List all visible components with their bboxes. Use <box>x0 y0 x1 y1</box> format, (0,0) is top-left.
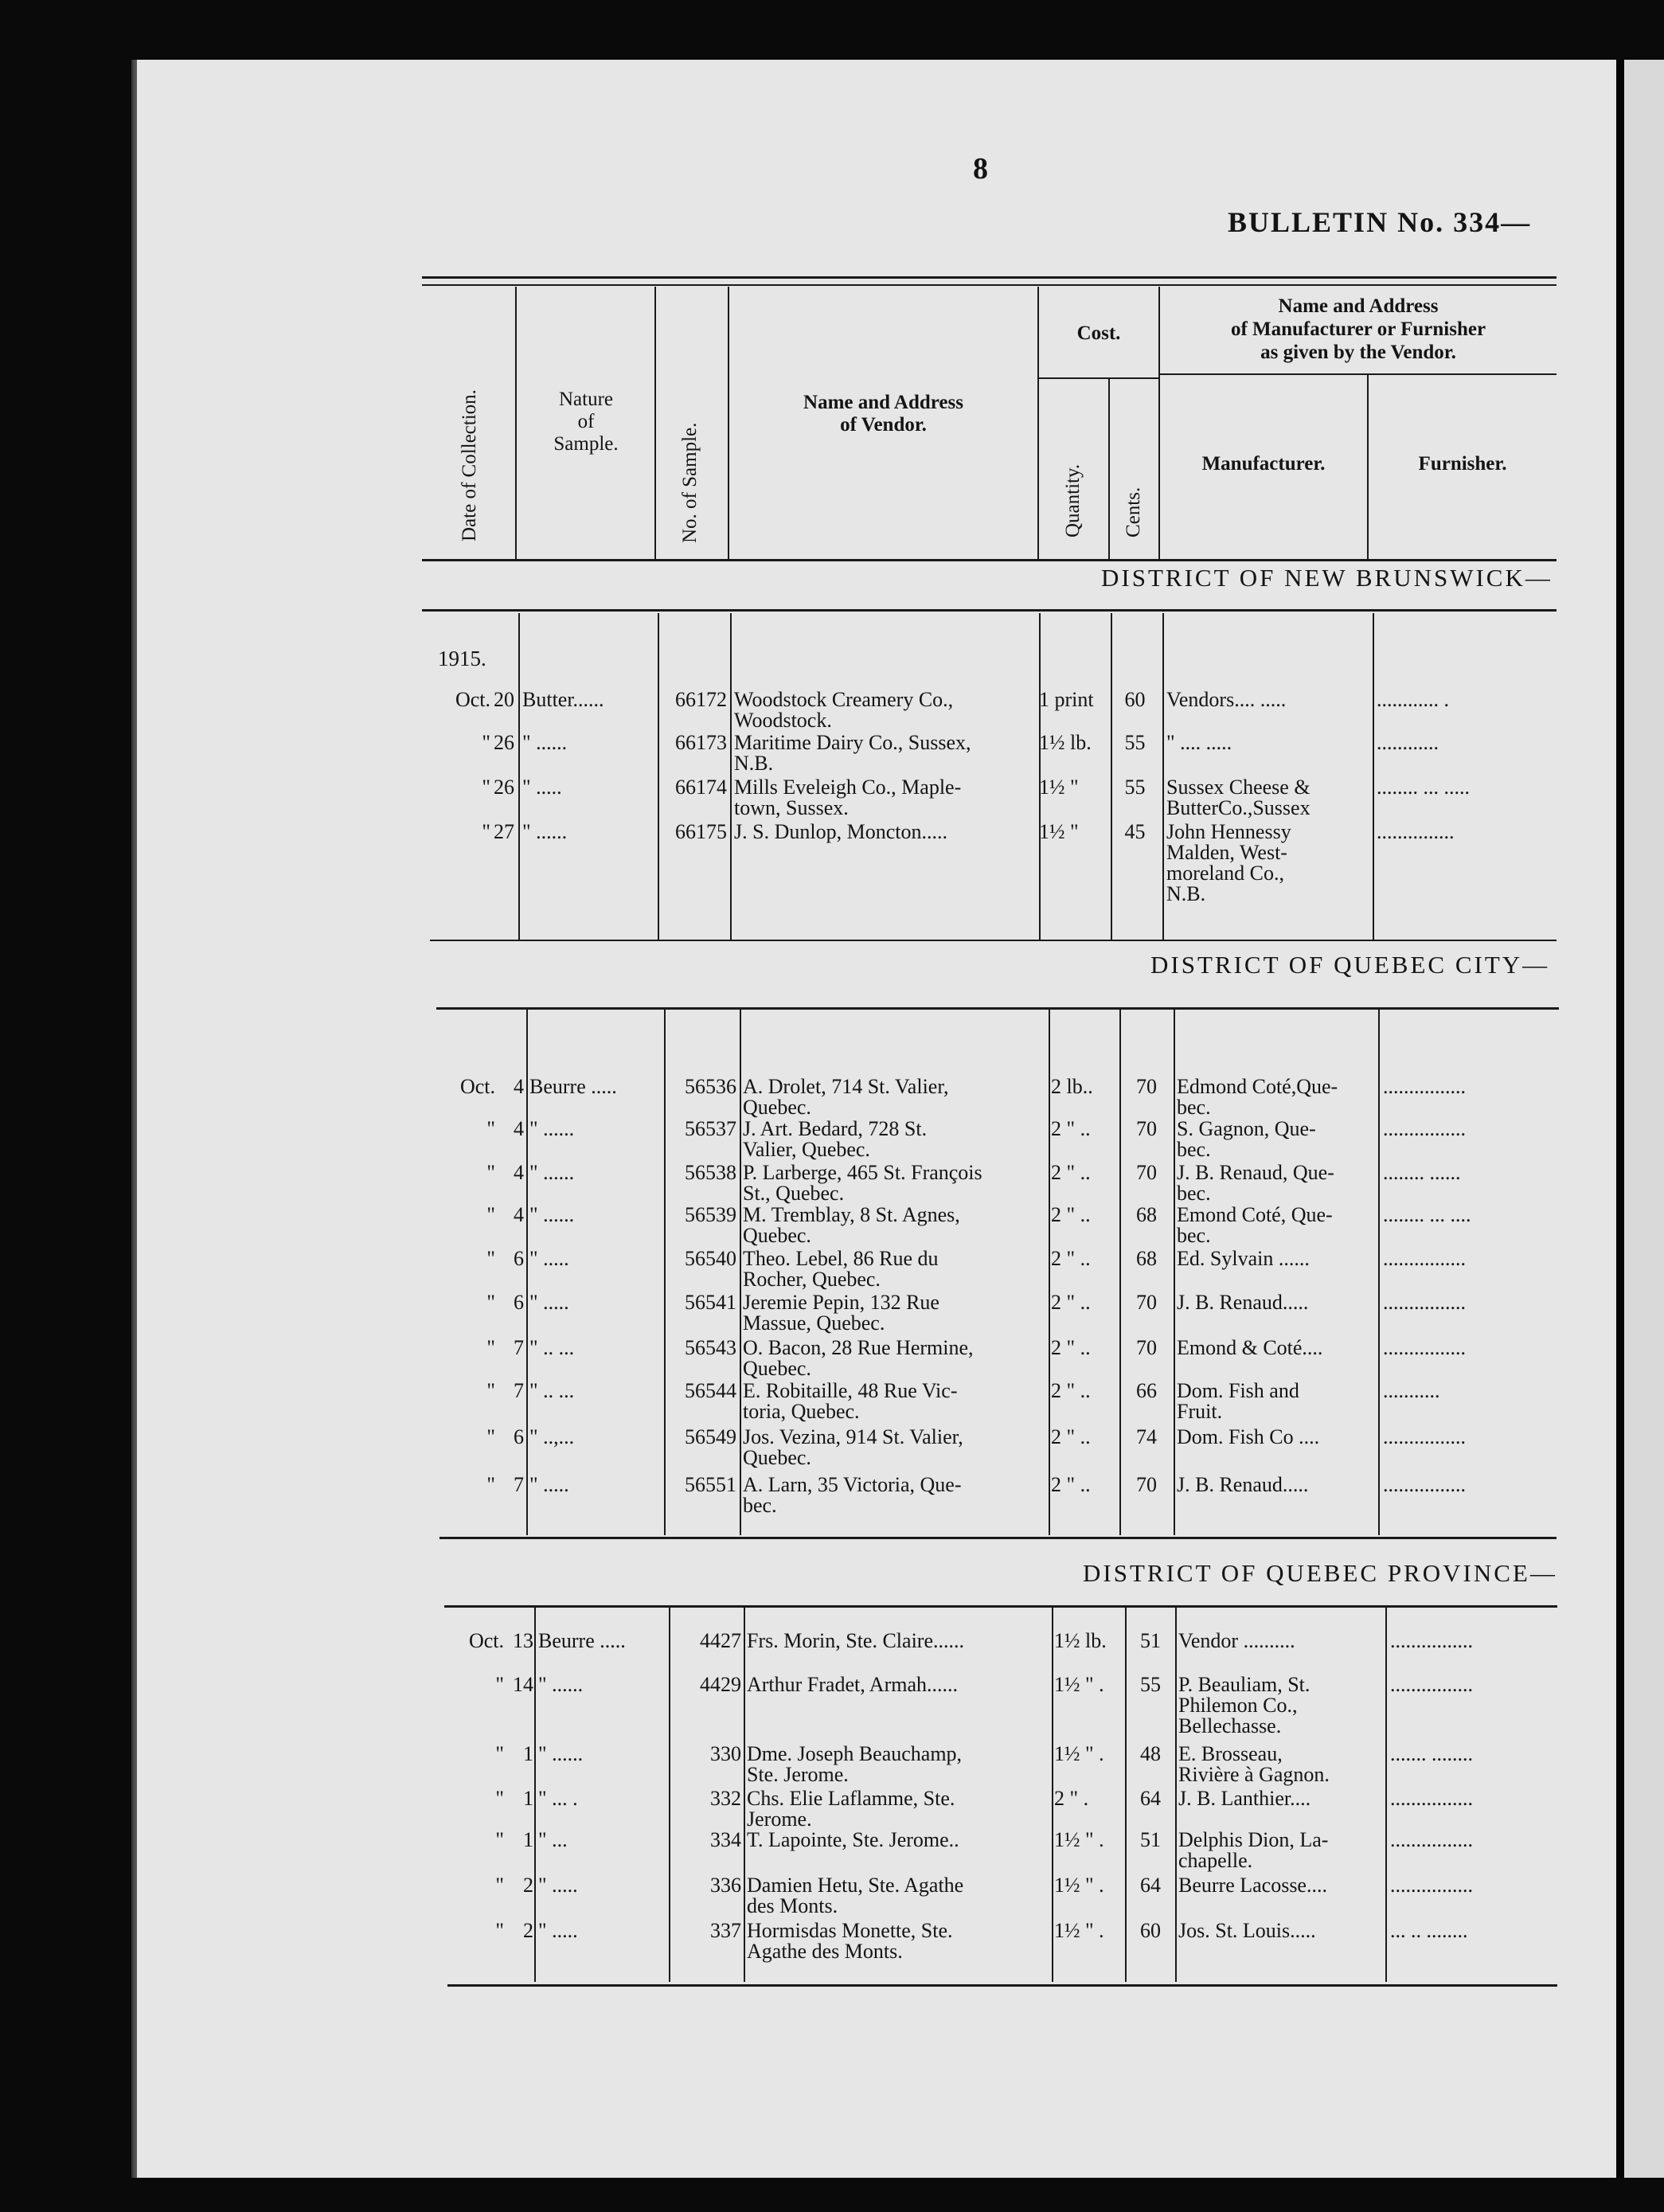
cell-month: " <box>495 1673 504 1696</box>
cell-month: " <box>486 1247 495 1270</box>
cell-day: 13 <box>513 1629 533 1652</box>
cell-nature: " ...... <box>529 1117 575 1140</box>
cell-month: " <box>486 1473 495 1496</box>
district-title: DISTRICT OF QUEBEC PROVINCE— <box>1083 1559 1557 1587</box>
cell-furnisher: ................ <box>1383 1473 1466 1496</box>
cell-nature: " ..... <box>522 776 562 799</box>
cell-month: " <box>482 820 490 843</box>
year-label: 1915. <box>438 647 486 670</box>
cell-manufacturer: J. B. Renaud, Que- bec. <box>1177 1161 1334 1205</box>
col-divider <box>730 613 732 940</box>
cell-cents: 70 <box>1136 1075 1157 1098</box>
col-divider <box>1373 613 1374 940</box>
cell-month: " <box>495 1742 504 1765</box>
cell-day: 4 <box>514 1203 524 1226</box>
col-divider <box>744 1608 745 1982</box>
cell-qty: 2 " . <box>1054 1787 1089 1810</box>
cell-month: " <box>482 776 490 799</box>
district-rule <box>436 1007 1559 1010</box>
cell-furnisher: ................ <box>1383 1336 1466 1359</box>
cell-qty: 2 lb.. <box>1051 1075 1093 1098</box>
cell-nature: " ...... <box>529 1161 575 1184</box>
cell-furnisher: ........ ... .... <box>1383 1203 1471 1226</box>
running-head: BULLETIN No. 334— <box>1228 206 1532 238</box>
cell-qty: 1½ " . <box>1054 1828 1104 1851</box>
cell-cents: 51 <box>1140 1629 1161 1652</box>
cell-vendor: Dme. Joseph Beauchamp, Ste. Jerome. <box>747 1742 963 1786</box>
col-divider <box>1049 1010 1050 1535</box>
cell-vendor: Hormisdas Monette, Ste. Agathe des Monts. <box>747 1919 953 1963</box>
cell-day: 1 <box>523 1787 533 1810</box>
cell-sample: 66172 <box>675 688 727 711</box>
cell-cents: 70 <box>1136 1161 1157 1184</box>
cell-manufacturer: Delphis Dion, La- chapelle. <box>1178 1828 1329 1872</box>
cell-sample: 56540 <box>685 1247 736 1270</box>
cell-nature: " ...... <box>538 1742 584 1765</box>
cell-sample: 56539 <box>685 1203 736 1226</box>
cell-vendor: Theo. Lebel, 86 Rue du Rocher, Quebec. <box>743 1247 939 1291</box>
section-end-rule <box>439 1537 1557 1539</box>
cell-nature: " ... . <box>538 1787 578 1810</box>
cell-month: " <box>482 731 490 754</box>
cell-furnisher: ................ <box>1390 1874 1473 1897</box>
cell-qty: 1½ " . <box>1054 1919 1104 1942</box>
cell-nature: Beurre ..... <box>538 1629 626 1652</box>
cell-nature: " ..... <box>538 1919 578 1942</box>
cell-sample: 66175 <box>675 820 727 843</box>
cell-manufacturer: S. Gagnon, Que- bec. <box>1177 1117 1316 1161</box>
cell-cents: 60 <box>1140 1919 1161 1942</box>
col-divider <box>740 1010 741 1535</box>
cell-manufacturer: Emond Coté, Que- bec. <box>1177 1203 1333 1247</box>
cell-furnisher: ................ <box>1383 1291 1466 1314</box>
district-title: DISTRICT OF QUEBEC CITY— <box>1150 951 1550 979</box>
cell-sample: 4429 <box>700 1673 741 1696</box>
cell-manufacturer: J. B. Renaud..... <box>1177 1291 1309 1314</box>
cell-day: 7 <box>514 1473 524 1496</box>
cell-furnisher: ....... ........ <box>1390 1742 1473 1765</box>
page-number: 8 <box>973 152 988 186</box>
cell-day: 4 <box>514 1075 524 1098</box>
cell-nature: " ..... <box>529 1247 569 1270</box>
cell-sample: 336 <box>710 1874 741 1897</box>
col-divider <box>1108 379 1110 559</box>
cell-manufacturer: Dom. Fish Co .... <box>1177 1425 1320 1448</box>
cell-furnisher: ................ <box>1383 1117 1466 1140</box>
header-top-rule <box>422 276 1557 279</box>
header-nature: Nature of Sample. <box>553 389 619 455</box>
header-manufacturer-furnisher-group: Name and Address of Manufacturer or Furnisher as given by the Vendor. <box>1230 295 1486 363</box>
cell-qty: 1 print <box>1039 688 1094 711</box>
cell-month: " <box>486 1161 495 1184</box>
cell-day: 27 <box>494 820 514 843</box>
facing-page-edge <box>1624 60 1664 2178</box>
cell-sample: 56541 <box>685 1291 736 1314</box>
cell-nature: " ...... <box>522 731 568 754</box>
cell-sample: 4427 <box>700 1629 741 1652</box>
section-end-rule <box>430 940 1557 941</box>
cell-qty: 1½ " <box>1039 776 1079 799</box>
header-furnisher: Furnisher. <box>1418 453 1507 475</box>
cell-day: 7 <box>514 1379 524 1402</box>
cell-nature: Beurre ..... <box>529 1075 617 1098</box>
col-divider <box>669 1608 670 1982</box>
header-quantity: Quantity. <box>1062 463 1084 537</box>
cell-day: 2 <box>523 1919 533 1942</box>
cell-qty: 1½ lb. <box>1054 1629 1107 1652</box>
cell-month: " <box>495 1919 504 1942</box>
cell-vendor: J. Art. Bedard, 728 St. Valier, Quebec. <box>743 1117 928 1161</box>
cell-sample: 330 <box>710 1742 741 1765</box>
cell-furnisher: ................ <box>1390 1629 1473 1652</box>
cell-nature: " .. ... <box>529 1336 575 1359</box>
cell-cents: 55 <box>1124 776 1146 799</box>
col-divider <box>1125 1608 1127 1982</box>
cell-vendor: A. Drolet, 714 St. Valier, Quebec. <box>743 1075 949 1119</box>
col-divider <box>1119 1010 1121 1535</box>
cell-nature: Butter...... <box>522 688 604 711</box>
cell-furnisher: ............ <box>1377 731 1439 754</box>
cell-manufacturer: " .... ..... <box>1166 731 1232 754</box>
cell-vendor: Damien Hetu, Ste. Agathe des Monts. <box>747 1874 964 1917</box>
cell-nature: " ..... <box>538 1874 578 1897</box>
cell-furnisher: ................ <box>1383 1075 1466 1098</box>
header-vendor: Name and Address of Vendor. <box>803 392 963 436</box>
cell-manufacturer: E. Brosseau, Rivière à Gagnon. <box>1178 1742 1330 1786</box>
cell-qty: 2 " .. <box>1051 1291 1091 1314</box>
cell-manufacturer: Jos. St. Louis..... <box>1178 1919 1316 1942</box>
cell-month: " <box>495 1787 504 1810</box>
cell-manufacturer: Beurre Lacosse.... <box>1178 1874 1327 1897</box>
cell-cents: 68 <box>1136 1203 1157 1226</box>
cell-month: " <box>486 1425 495 1448</box>
cell-qty: 1½ " . <box>1054 1874 1104 1897</box>
cell-day: 7 <box>514 1336 524 1359</box>
col-divider <box>1378 1010 1380 1535</box>
col-divider <box>1385 1608 1387 1982</box>
district-title: DISTRICT OF NEW BRUNSWICK— <box>1101 564 1553 592</box>
col-divider <box>518 613 520 940</box>
cell-vendor: E. Robitaille, 48 Rue Vic- toria, Quebec. <box>743 1379 958 1423</box>
cell-furnisher: ................ <box>1390 1828 1473 1851</box>
cell-day: 6 <box>514 1291 524 1314</box>
header-cents: Cents. <box>1123 487 1144 537</box>
cell-qty: 2 " .. <box>1051 1336 1091 1359</box>
cell-vendor: M. Tremblay, 8 St. Agnes, Quebec. <box>743 1203 960 1247</box>
cell-manufacturer: Sussex Cheese & ButterCo.,Sussex <box>1166 776 1310 819</box>
page-gutter <box>1616 60 1624 2178</box>
col-divider <box>534 1608 536 1982</box>
cell-day: 1 <box>523 1742 533 1765</box>
cell-month: " <box>486 1379 495 1402</box>
cell-nature: " ... <box>538 1828 568 1851</box>
cell-cents: 70 <box>1136 1473 1157 1496</box>
cell-nature: " ...... <box>529 1203 575 1226</box>
cell-day: 4 <box>514 1117 524 1140</box>
cell-month: " <box>495 1874 504 1897</box>
cell-sample: 66174 <box>675 776 727 799</box>
cell-day: 26 <box>494 731 514 754</box>
col-divider <box>1174 1010 1175 1535</box>
cell-sample: 56536 <box>685 1075 736 1098</box>
cell-day: 6 <box>514 1425 524 1448</box>
cell-month: Oct. <box>455 688 490 711</box>
cell-cents: 55 <box>1124 731 1146 754</box>
cell-qty: 1½ " . <box>1054 1742 1104 1765</box>
cell-vendor: T. Lapointe, Ste. Jerome.. <box>747 1828 959 1851</box>
cell-sample: 332 <box>710 1787 741 1810</box>
cell-sample: 56543 <box>685 1336 736 1359</box>
cell-day: 26 <box>494 776 514 799</box>
address-subrule <box>1158 373 1557 375</box>
cell-nature: " ..... <box>529 1473 569 1496</box>
cell-vendor: O. Bacon, 28 Rue Hermine, Quebec. <box>743 1336 974 1380</box>
cell-day: 4 <box>514 1161 524 1184</box>
cell-furnisher: ........... <box>1383 1379 1440 1402</box>
cell-cents: 70 <box>1136 1291 1157 1314</box>
cell-qty: 2 " .. <box>1051 1247 1091 1270</box>
col-divider <box>1052 1608 1053 1982</box>
col-divider <box>515 287 517 559</box>
header-date: Date of Collection. <box>459 389 480 541</box>
col-divider <box>658 613 659 940</box>
cell-manufacturer: John Hennessy Malden, West- moreland Co., N.B. <box>1166 820 1291 905</box>
cell-day: 20 <box>494 688 514 711</box>
cell-sample: 56549 <box>685 1425 736 1448</box>
cell-nature: " ...... <box>538 1673 584 1696</box>
cell-sample: 334 <box>710 1828 741 1851</box>
cell-cents: 64 <box>1140 1787 1161 1810</box>
cell-cents: 70 <box>1136 1117 1157 1140</box>
cell-manufacturer: Vendors.... ..... <box>1166 688 1287 711</box>
cell-vendor: Jos. Vezina, 914 St. Valier, Quebec. <box>743 1425 963 1469</box>
cell-manufacturer: Dom. Fish and Fruit. <box>1177 1379 1299 1423</box>
cell-nature: " .. ... <box>529 1379 575 1402</box>
cell-furnisher: ........ ...... <box>1383 1161 1461 1184</box>
cell-furnisher: ................ <box>1383 1425 1466 1448</box>
cell-furnisher: ............... <box>1377 820 1455 843</box>
cell-manufacturer: J. B. Lanthier.... <box>1178 1787 1311 1810</box>
cell-vendor: Woodstock Creamery Co., Woodstock. <box>734 688 954 732</box>
cell-vendor: Frs. Morin, Ste. Claire...... <box>747 1629 964 1652</box>
cell-cents: 68 <box>1136 1247 1157 1270</box>
cell-vendor: Arthur Fradet, Armah...... <box>747 1673 959 1696</box>
header-sample-no: No. of Sample. <box>679 422 701 543</box>
col-divider <box>1175 1608 1177 1982</box>
cell-cents: 45 <box>1124 820 1146 843</box>
cell-cents: 74 <box>1136 1425 1157 1448</box>
cell-manufacturer: Emond & Coté.... <box>1177 1336 1323 1359</box>
cell-cents: 60 <box>1124 688 1146 711</box>
cell-cents: 66 <box>1136 1379 1157 1402</box>
cell-day: 2 <box>523 1874 533 1897</box>
header-bottom-rule <box>422 559 1557 561</box>
cell-vendor: Chs. Elie Laflamme, Ste. Jerome. <box>747 1787 955 1831</box>
cell-manufacturer: Edmond Coté,Que- bec. <box>1177 1075 1338 1119</box>
cell-qty: 2 " .. <box>1051 1203 1091 1226</box>
cell-sample: 56537 <box>685 1117 736 1140</box>
cell-cents: 51 <box>1140 1828 1161 1851</box>
cell-qty: 1½ lb. <box>1039 731 1092 754</box>
cell-qty: 1½ " . <box>1054 1673 1104 1696</box>
cell-furnisher: ............ . <box>1377 688 1449 711</box>
cell-day: 1 <box>523 1828 533 1851</box>
cell-sample: 56551 <box>685 1473 736 1496</box>
cell-vendor: Mills Eveleigh Co., Maple- town, Sussex. <box>734 776 962 819</box>
cell-furnisher: ................ <box>1390 1673 1473 1696</box>
col-divider <box>526 1010 528 1535</box>
cell-vendor: Maritime Dairy Co., Sussex, N.B. <box>734 731 971 775</box>
cell-month: " <box>486 1117 495 1140</box>
cell-cents: 48 <box>1140 1742 1161 1765</box>
cell-qty: 2 " .. <box>1051 1161 1091 1184</box>
col-divider <box>654 287 656 559</box>
cell-manufacturer: Ed. Sylvain ...... <box>1177 1247 1310 1270</box>
cell-day: 14 <box>513 1673 533 1696</box>
table-end-rule <box>447 1984 1557 1987</box>
cell-vendor: P. Larberge, 465 St. François St., Quebec. <box>743 1161 982 1205</box>
cell-nature: " ...... <box>522 820 568 843</box>
cell-month: " <box>495 1828 504 1851</box>
cell-month: " <box>486 1336 495 1359</box>
cell-month: Oct. <box>459 1075 495 1098</box>
cell-month: " <box>486 1291 495 1314</box>
cell-sample: 337 <box>710 1919 741 1942</box>
cell-manufacturer: Vendor .......... <box>1178 1629 1295 1652</box>
cell-sample: 66173 <box>675 731 727 754</box>
header-cost: Cost. <box>1076 322 1121 344</box>
cell-qty: 2 " .. <box>1051 1117 1091 1140</box>
cell-vendor: Jeremie Pepin, 132 Rue Massue, Quebec. <box>743 1291 939 1335</box>
cell-furnisher: ........ ... ..... <box>1377 776 1470 799</box>
cell-cents: 64 <box>1140 1874 1161 1897</box>
header-manufacturer: Manufacturer. <box>1201 453 1326 475</box>
col-divider <box>1162 613 1164 940</box>
district-rule <box>422 609 1557 612</box>
cell-cents: 70 <box>1136 1336 1157 1359</box>
cell-qty: 1½ " <box>1039 820 1079 843</box>
cell-nature: " ..... <box>529 1291 569 1314</box>
cell-qty: 2 " .. <box>1051 1473 1091 1496</box>
cell-month: " <box>486 1203 495 1226</box>
cell-month: Oct. <box>468 1629 504 1652</box>
cell-sample: 56538 <box>685 1161 736 1184</box>
cell-nature: " ..,... <box>529 1425 575 1448</box>
cell-manufacturer: P. Beauliam, St. Philemon Co., Bellechasse. <box>1178 1673 1310 1737</box>
cost-subrule <box>1037 377 1159 379</box>
cell-qty: 2 " .. <box>1051 1379 1091 1402</box>
cell-vendor: J. S. Dunlop, Moncton..... <box>734 820 947 843</box>
cell-cents: 55 <box>1140 1673 1161 1696</box>
header-top-rule-2 <box>422 284 1557 286</box>
cell-furnisher: ................ <box>1383 1247 1466 1270</box>
cell-vendor: A. Larn, 35 Victoria, Que- bec. <box>743 1473 962 1517</box>
cell-sample: 56544 <box>685 1379 736 1402</box>
cell-furnisher: ................ <box>1390 1787 1473 1810</box>
district-rule <box>444 1605 1557 1608</box>
cell-day: 6 <box>514 1247 524 1270</box>
cell-qty: 2 " .. <box>1051 1425 1091 1448</box>
cell-furnisher: ... .. ........ <box>1390 1919 1468 1942</box>
col-divider <box>1111 613 1112 940</box>
cell-manufacturer: J. B. Renaud..... <box>1177 1473 1309 1496</box>
